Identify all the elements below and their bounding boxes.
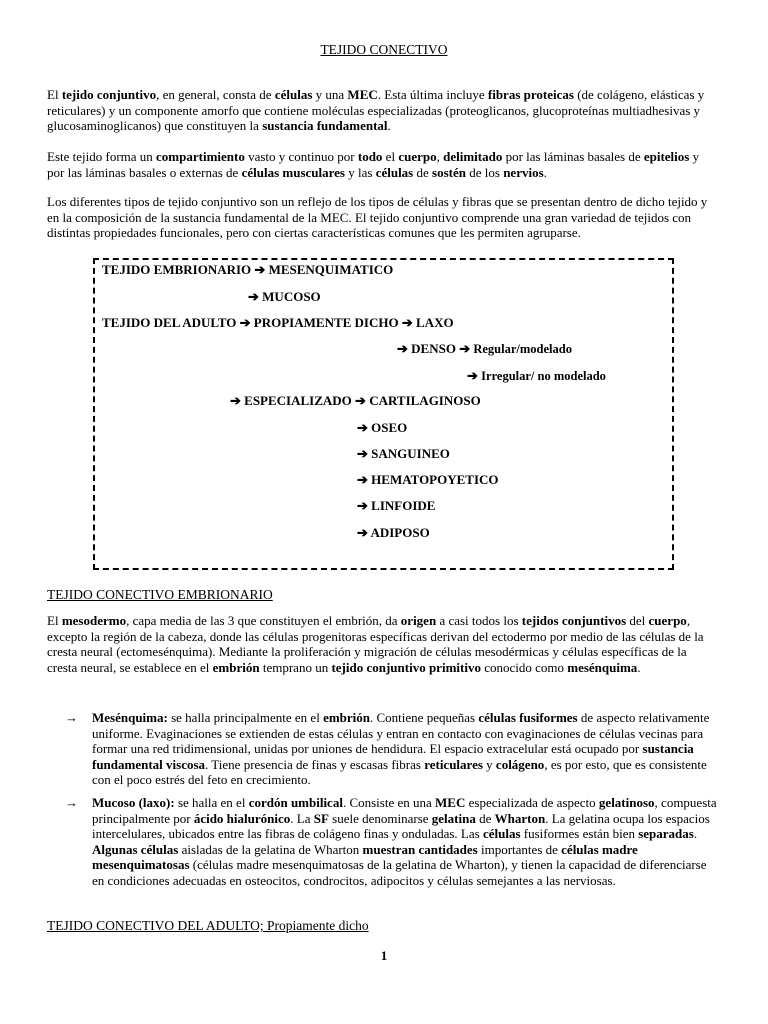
class-line-denso: ➔ DENSO ➔ Regular/modelado [397, 341, 572, 356]
class-line-hematopoyetico: ➔ HEMATOPOYETICO [357, 472, 499, 487]
types-paragraph: Los diferentes tipos de tejido conjuntivo son un reflejo de los tipos de células y fibras que se presentan dentro de dicho tejido y en la composición de la sustancia fundamental de la MEC. El tejido conjuntivo comprende una gran variedad de tejidos con distintas propiedades funcionales, pero con ciertas características comunes que les permiten agruparse. [47, 194, 708, 241]
arrow-icon: ➔ [355, 393, 366, 408]
arrow-icon: ➔ [467, 368, 478, 383]
intro-paragraph: El tejido conjuntivo, en general, consta de células y una MEC. Esta última incluye fibras proteicas (de colágeno, elásticas y reticulares) y un componente amorfo que contiene moléculas especializadas (proteoglicanos, glucoproteínas multiadhesivas y glucosaminoglicanos) que constituyen la sustancia fundamental. [47, 87, 705, 134]
arrow-icon: ➔ [397, 341, 408, 356]
page-title: TEJIDO CONECTIVO [320, 42, 448, 57]
class-line-linfoide: ➔ LINFOIDE [357, 498, 436, 513]
mesodermo-paragraph: El mesodermo, capa media de las 3 que constituyen el embrión, da origen a casi todos los tejidos conjuntivos del cuerpo, excepto la región de la cabeza, donde las células progenitoras específicas derivan del ectodermo por medio de las células de la cresta neural (ectomesénquima). Mediante la proliferación y migración de células mesodérmicas y células específicas de la cresta neural, se establece en el embrión temprano un tejido conjuntivo primitivo conocido como mesénquima. [47, 613, 704, 675]
class-line-adulto: TEJIDO DEL ADULTO ➔ PROPIAMENTE DICHO ➔ LAXO [102, 315, 454, 330]
arrow-icon: ➔ [357, 525, 368, 540]
list-item [65, 710, 719, 788]
class-line-sanguineo: ➔ SANGUINEO [357, 446, 450, 461]
page-number: 1 [380, 948, 388, 963]
class-line-oseo: ➔ OSEO [357, 420, 408, 435]
bullet-text-mesenquima: Mesénquima: se halla principalmente en el embrión. Contiene pequeñas células fusiformes de aspecto relativamente uniforme. Evaginaciones se extienden de estas células y entran en contacto con evaginaciones de células vecinas para formar una red tridimensional, unidas por uniones de hendidura. El espacio extracelular está ocupado por sustancia fundamental viscosa. Tiene presencia de finas y escasas fibras reticulares y colágeno, es por esto, que es consistente con el poco estrés del feto en crecimiento. [92, 710, 710, 788]
compartment-paragraph: Este tejido forma un compartimiento vasto y continuo por todo el cuerpo, delimitado por las láminas basales de epitelios y por las láminas basales o externas de células musculares y las células de sostén de los nervios. [47, 149, 700, 180]
class-line-adiposo: ➔ ADIPOSO [357, 525, 430, 540]
arrow-icon: ➔ [357, 472, 368, 487]
arrow-right-icon: → [65, 795, 78, 810]
arrow-icon: ➔ [401, 315, 413, 330]
class-line-mucoso: ➔ MUCOSO [248, 289, 321, 304]
class-line-especializado: ➔ ESPECIALIZADO ➔ CARTILAGINOSO [230, 393, 481, 408]
arrow-icon: ➔ [230, 393, 241, 408]
section-heading-adulto: TEJIDO CONECTIVO DEL ADULTO; Propiamente dicho [47, 918, 369, 933]
arrow-icon: ➔ [357, 420, 368, 435]
arrow-icon: ➔ [357, 498, 368, 513]
arrow-icon: ➔ [239, 315, 251, 330]
bullet-text-mucoso: Mucoso (laxo): se halla en el cordón umbilical. Consiste en una MEC especializada de aspecto gelatinoso, compuesta principalmente por ácido hialurónico. La SF suele denominarse gelatina de Wharton. La gelatina ocupa los espacios intercelulares, ubicados entre las fibras de colágeno finas y onduladas. Las células fusiformes están bien separadas. Algunas células aisladas de la gelatina de Wharton muestran cantidades importantes de células madre mesenquimatosas (células madre mesenquimatosas de la gelatina de Wharton), y tienen la capacidad de diferenciarse en condiciones adecuadas en osteocitos, condrocitos, adipocitos y células semejantes a las nerviosas. [92, 795, 717, 888]
class-line-irregular: ➔ Irregular/ no modelado [467, 368, 606, 383]
arrow-icon: ➔ [357, 446, 368, 461]
arrow-icon: ➔ [248, 289, 259, 304]
arrow-icon: ➔ [254, 262, 266, 277]
class-line-embrionario: TEJIDO EMBRIONARIO ➔ MESENQUIMATICO [102, 262, 394, 277]
list-item [65, 795, 719, 889]
classification-box [93, 258, 674, 570]
arrow-icon: ➔ [459, 341, 471, 356]
section-heading-embrionario: TEJIDO CONECTIVO EMBRIONARIO [47, 587, 273, 602]
arrow-right-icon: → [65, 710, 78, 725]
